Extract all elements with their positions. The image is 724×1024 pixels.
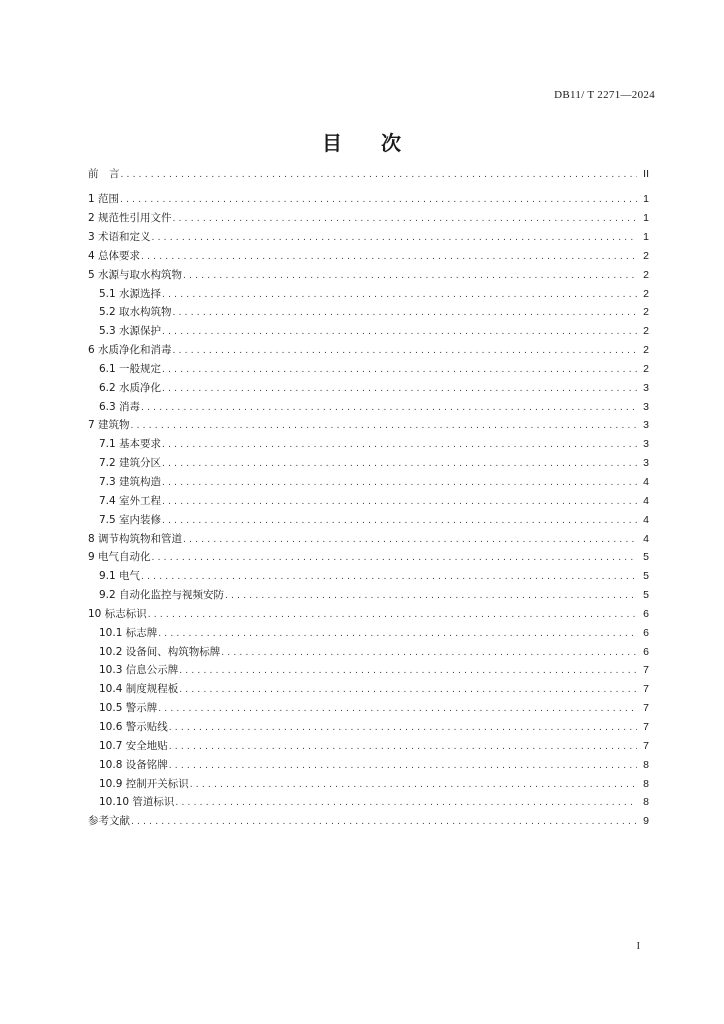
toc-entry-page: 7 (643, 702, 649, 715)
toc-entry[interactable] (88, 624, 649, 643)
toc-entry-page: 3 (643, 381, 649, 394)
toc-entry-page: 2 (643, 249, 649, 262)
toc-leader-dots (183, 267, 637, 286)
toc-entry-page: 6 (643, 645, 649, 658)
toc-leader-dots (141, 568, 637, 587)
toc-entry[interactable] (88, 718, 649, 737)
toc-entry-label: 7.1 基本要求 (99, 438, 162, 451)
toc-leader-dots (162, 286, 637, 305)
toc-entry-page: 4 (643, 494, 649, 507)
toc-entry[interactable] (88, 454, 649, 473)
toc-entry[interactable] (88, 680, 649, 699)
toc-leader-dots (162, 380, 637, 399)
toc-entry-label: 5 水源与取水构筑物 (88, 268, 183, 281)
toc-entry-page: 7 (643, 720, 649, 733)
toc-entry-page: 7 (643, 739, 649, 752)
toc-entry[interactable] (88, 473, 649, 492)
toc-leader-dots (175, 794, 637, 813)
toc-entry-label: 7.2 建筑分区 (99, 457, 162, 470)
toc-entry-page: 2 (643, 325, 649, 338)
toc-leader-dots (120, 191, 637, 210)
toc-entry[interactable] (88, 492, 649, 511)
toc-leader-dots (162, 474, 637, 493)
toc-entry-label: 10.8 设备铭牌 (99, 758, 168, 771)
toc-leader-dots (158, 700, 637, 719)
toc-entry-page: 1 (643, 231, 649, 244)
toc-entry-label: 5.3 水源保护 (99, 325, 162, 338)
toc-entry[interactable] (88, 530, 649, 549)
toc-entry-page: 2 (643, 344, 649, 357)
toc-entry[interactable] (88, 360, 649, 379)
toc-entry[interactable] (88, 398, 649, 417)
toc-entry[interactable] (88, 699, 649, 718)
toc-entry-label: 6 水质净化和消毒 (88, 344, 172, 357)
toc-entry[interactable] (88, 341, 649, 360)
toc-entry[interactable] (88, 567, 649, 586)
toc-entry-label: 参考文献 (88, 815, 130, 828)
toc-title-char-1: 目 (322, 131, 343, 155)
toc-entry-page: 7 (643, 683, 649, 696)
toc-leader-dots (131, 417, 637, 436)
toc-leader-dots (179, 662, 637, 681)
toc-entry[interactable] (88, 586, 649, 605)
toc-entry[interactable] (88, 165, 649, 184)
toc-leader-dots (190, 776, 637, 795)
toc-leader-dots (221, 644, 637, 663)
toc-entry[interactable] (88, 285, 649, 304)
toc-entry[interactable] (88, 793, 649, 812)
toc-entry[interactable] (88, 756, 649, 775)
toc-entry-page: 6 (643, 626, 649, 639)
toc-leader-dots (169, 738, 637, 757)
toc-leader-dots (173, 210, 637, 229)
toc-entry-label: 8 调节构筑物和管道 (88, 532, 183, 545)
toc-leader-dots (152, 549, 637, 568)
toc-leader-dots (162, 436, 637, 455)
toc-entry-page: 3 (643, 400, 649, 413)
toc-leader-dots (162, 493, 637, 512)
toc-leader-dots (183, 531, 637, 550)
page-number: I (636, 941, 640, 952)
toc-entry[interactable] (88, 322, 649, 341)
toc-entry[interactable] (88, 661, 649, 680)
toc-leader-dots (162, 512, 637, 531)
toc-entry-label: 6.1 一般规定 (99, 362, 162, 375)
toc-entry-label: 1 范围 (88, 193, 120, 206)
toc-entry[interactable] (88, 209, 649, 228)
toc-leader-dots (225, 587, 637, 606)
toc-entry-page: 5 (643, 551, 649, 564)
toc-entry-page: 3 (643, 457, 649, 470)
toc-entry-label: 7.3 建筑构造 (99, 476, 162, 488)
toc-entry[interactable] (88, 228, 649, 247)
toc-entry-label: 10.4 制度规程板 (99, 683, 179, 696)
toc-entry[interactable] (88, 247, 649, 266)
toc-leader-dots (173, 342, 637, 361)
toc-title-char-2: 次 (381, 131, 402, 155)
toc-entry[interactable] (88, 737, 649, 756)
toc-entry-label: 10.7 安全地贴 (99, 739, 168, 752)
toc-entry-label: 10.5 警示牌 (99, 702, 158, 715)
toc-leader-dots (131, 813, 637, 832)
toc-entry-label: 9.1 电气 (99, 570, 141, 583)
toc-leader-dots (152, 229, 637, 248)
toc-entry[interactable] (88, 416, 649, 435)
toc-entry[interactable] (88, 775, 649, 794)
toc-leader-dots (141, 248, 637, 267)
toc-leader-dots (158, 625, 637, 644)
toc-entry-label: 9 电气自动化 (88, 551, 151, 564)
toc-entry-page: 1 (643, 193, 649, 206)
toc-entry[interactable] (88, 643, 649, 662)
toc-entry-page: 8 (643, 796, 649, 809)
toc-entry-page: 2 (643, 362, 649, 375)
toc-entry-label: 前 言 (88, 168, 120, 180)
table-of-contents (88, 165, 649, 831)
toc-entry-page: 3 (643, 419, 649, 432)
toc-entry-page: 7 (643, 664, 649, 677)
toc-leader-dots (162, 361, 637, 380)
toc-entry-label: 6.3 消毒 (99, 400, 141, 413)
toc-entry-label: 7.5 室内装修 (99, 513, 162, 526)
toc-entry[interactable] (88, 812, 649, 831)
toc-entry-page: 3 (643, 438, 649, 451)
toc-entry-page: 6 (643, 607, 649, 620)
toc-entry[interactable] (88, 605, 649, 624)
toc-entry-label: 9.2 自动化监控与视频安防 (99, 589, 225, 602)
toc-entry[interactable] (88, 548, 649, 567)
toc-entry-label: 10.6 警示贴线 (99, 720, 168, 733)
toc-entry[interactable] (88, 303, 649, 322)
toc-title (0, 127, 724, 156)
toc-entry-label: 5.2 取水构筑物 (99, 306, 172, 319)
toc-entry[interactable] (88, 435, 649, 454)
toc-entry-page: 4 (643, 476, 649, 488)
toc-entry-page: 4 (643, 513, 649, 526)
toc-entry[interactable] (88, 266, 649, 285)
toc-entry-label: 7 建筑物 (88, 419, 130, 432)
toc-entry-page: 9 (643, 815, 649, 828)
toc-entry-page: 5 (643, 570, 649, 583)
toc-leader-dots (179, 681, 637, 700)
toc-entry-label: 7.4 室外工程 (99, 494, 162, 507)
toc-entry-label: 2 规范性引用文件 (88, 212, 172, 225)
toc-entry-page: 8 (643, 777, 649, 790)
toc-entry-label: 10.10 管道标识 (99, 796, 175, 809)
toc-entry-page: 2 (643, 306, 649, 319)
toc-entry-page: 1 (643, 212, 649, 225)
toc-entry-label: 10.1 标志牌 (99, 626, 158, 639)
toc-entry[interactable] (88, 511, 649, 530)
toc-entry-label: 10.2 设备间、构筑物标牌 (99, 645, 221, 658)
standard-code: DB11/ T 2271—2024 (554, 89, 655, 101)
toc-leader-dots (169, 757, 637, 776)
toc-entry-label: 5.1 水源选择 (99, 287, 162, 300)
toc-leader-dots (148, 606, 637, 625)
toc-entry-label: 10.9 控制开关标识 (99, 777, 189, 790)
toc-leader-dots (141, 399, 637, 418)
toc-entry-page: 5 (643, 589, 649, 602)
toc-leader-dots (169, 719, 637, 738)
toc-leader-dots (173, 304, 637, 323)
toc-entry[interactable] (88, 190, 649, 209)
toc-entry-label: 3 术语和定义 (88, 231, 151, 244)
toc-entry-page: 2 (643, 287, 649, 300)
toc-entry-label: 10 标志标识 (88, 607, 147, 620)
toc-leader-dots (162, 455, 637, 474)
toc-entry[interactable] (88, 379, 649, 398)
toc-entry-page: 2 (643, 268, 649, 281)
toc-entry-label: 4 总体要求 (88, 249, 141, 262)
toc-entry-page: 8 (643, 758, 649, 771)
toc-entry-label: 10.3 信息公示牌 (99, 664, 179, 677)
toc-entry-page: II (643, 168, 649, 180)
toc-entry-page: 4 (643, 532, 649, 545)
toc-entry-label: 6.2 水质净化 (99, 381, 162, 394)
toc-leader-dots (162, 323, 637, 342)
toc-leader-dots (121, 166, 638, 185)
